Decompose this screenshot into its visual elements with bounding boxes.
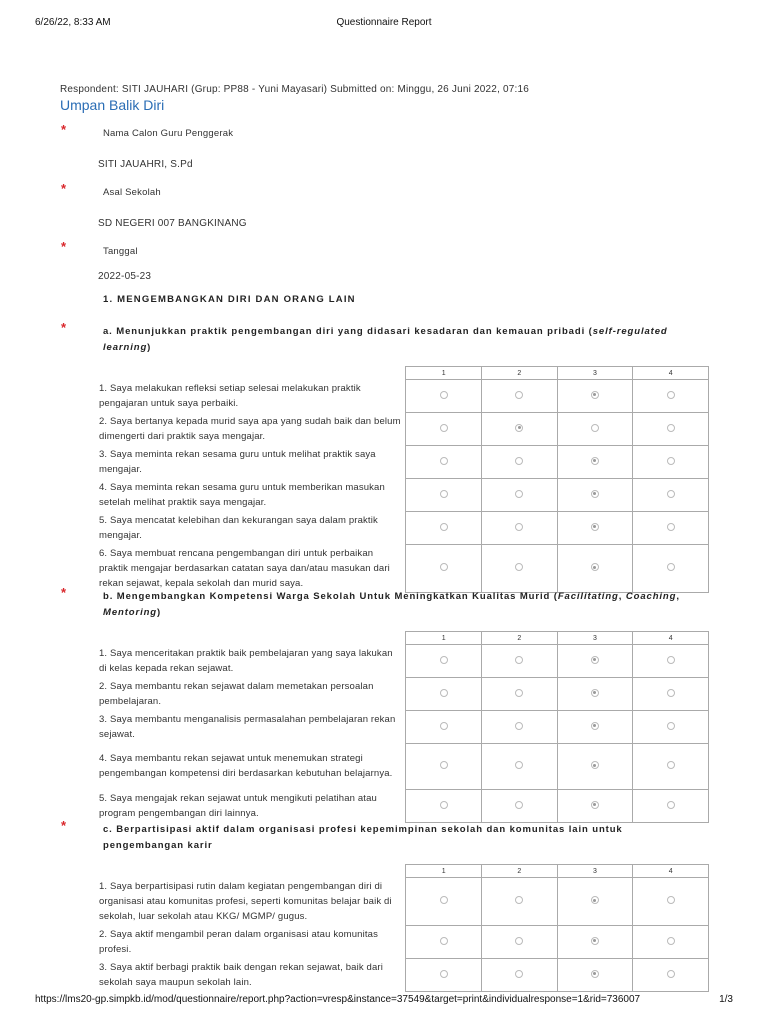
radio-option-4[interactable] [667, 424, 675, 432]
radio-option-2[interactable] [515, 391, 523, 399]
radio-cell [406, 711, 482, 744]
radio-cell [557, 413, 633, 446]
statement-text: 1. Saya menceritakan praktik baik pembelajaran yang saya lakukan di kelas kepada rekan sejawat. [99, 647, 393, 674]
radio-cell [557, 711, 633, 744]
statement-text: 2. Saya bertanya kepada murid saya apa yang sudah baik dan belum dimengerti dari praktik saya mengajar. [99, 415, 401, 442]
table-row [96, 446, 709, 479]
radio-option-3[interactable] [591, 490, 599, 498]
radio-option-4[interactable] [667, 391, 675, 399]
question-c: c. Berpartisipasi aktif dalam organisasi profesi kepemimpinan sekolah dan komunitas lain untuk pengembangan karir [103, 824, 623, 851]
grid-header-spacer [96, 865, 406, 878]
statement-text: 5. Saya mengajak rekan sejawat untuk mengikuti pelatihan atau program pengembangan diri lainnya. [99, 792, 377, 819]
radio-option-4[interactable] [667, 457, 675, 465]
radio-option-4[interactable] [667, 656, 675, 664]
radio-option-2[interactable] [515, 896, 523, 904]
scale-header-3: 3 [557, 367, 633, 380]
radio-cell [481, 678, 557, 711]
radio-option-3[interactable] [591, 970, 599, 978]
table-row [96, 545, 709, 593]
required-icon: * [61, 585, 67, 600]
required-icon: * [61, 181, 67, 196]
radio-cell [557, 479, 633, 512]
radio-cell [481, 545, 557, 593]
statement-text: 2. Saya membantu rekan sejawat dalam memetakan persoalan pembelajaran. [99, 680, 374, 707]
table-row [96, 479, 709, 512]
print-page-title: Questionnaire Report [336, 17, 432, 28]
radio-cell [481, 413, 557, 446]
radio-option-1[interactable] [440, 896, 448, 904]
radio-option-4[interactable] [667, 896, 675, 904]
radio-cell [557, 512, 633, 545]
radio-cell [557, 744, 633, 790]
grid-header-spacer [96, 632, 406, 645]
grid-header-spacer [96, 367, 406, 380]
question-b: b. Mengembangkan Kompetensi Warga Sekolah Untuk Meningkatkan Kualitas Murid (Facilitating, Coaching, Mentoring) [103, 591, 680, 618]
radio-cell [481, 711, 557, 744]
section-heading: 1. MENGEMBANGKAN DIRI DAN ORANG LAIN [103, 294, 356, 305]
radio-cell [406, 878, 482, 926]
radio-option-1[interactable] [440, 490, 448, 498]
radio-option-1[interactable] [440, 424, 448, 432]
table-row [96, 380, 709, 413]
required-icon: * [61, 239, 67, 254]
radio-option-4[interactable] [667, 761, 675, 769]
table-row [96, 413, 709, 446]
radio-cell [481, 479, 557, 512]
radio-option-3[interactable] [591, 523, 599, 531]
radio-option-3[interactable] [591, 722, 599, 730]
radio-cell [557, 380, 633, 413]
radio-cell [557, 878, 633, 926]
rating-grid-a [96, 366, 709, 593]
radio-option-3[interactable] [591, 563, 599, 571]
radio-option-1[interactable] [440, 523, 448, 531]
radio-cell [406, 678, 482, 711]
radio-option-2[interactable] [515, 937, 523, 945]
statement-text: 2. Saya aktif mengambil peran dalam organisasi atau komunitas profesi. [99, 928, 378, 955]
table-row [96, 878, 709, 926]
radio-cell [481, 744, 557, 790]
radio-option-3[interactable] [591, 656, 599, 664]
radio-option-1[interactable] [440, 689, 448, 697]
radio-option-3[interactable] [591, 761, 599, 769]
statement-text: 4. Saya meminta rekan sesama guru untuk memberikan masukan setelah melihat praktik saya mengajar. [99, 481, 385, 508]
radio-option-1[interactable] [440, 391, 448, 399]
table-row [96, 678, 709, 711]
scale-header-4: 4 [633, 367, 709, 380]
radio-cell [633, 959, 709, 992]
radio-cell [633, 380, 709, 413]
radio-option-2[interactable] [515, 563, 523, 571]
statement-text: 3. Saya meminta rekan sesama guru untuk melihat praktik saya mengajar. [99, 448, 376, 475]
radio-cell [633, 926, 709, 959]
radio-option-3[interactable] [591, 457, 599, 465]
radio-cell [481, 959, 557, 992]
statement-text: 1. Saya melakukan refleksi setiap selesai melakukan praktik pengajaran untuk saya perbaiki. [99, 382, 361, 409]
scale-header-2: 2 [481, 632, 557, 645]
field-label-sekolah: Asal Sekolah [103, 187, 161, 198]
radio-cell [557, 446, 633, 479]
radio-cell [633, 878, 709, 926]
page-title: Umpan Balik Diri [60, 97, 165, 113]
field-value-nama: SITI JAUAHRI, S.Pd [98, 159, 193, 170]
rating-grid-c [96, 864, 709, 992]
radio-option-4[interactable] [667, 970, 675, 978]
field-label-tanggal: Tanggal [103, 246, 138, 257]
radio-cell [406, 790, 482, 823]
statement-text: 3. Saya membantu menganalisis permasalahan pembelajaran rekan sejawat. [99, 713, 396, 740]
radio-option-1[interactable] [440, 937, 448, 945]
radio-cell [557, 959, 633, 992]
radio-option-2[interactable] [515, 656, 523, 664]
radio-option-1[interactable] [440, 656, 448, 664]
radio-cell [481, 380, 557, 413]
radio-option-4[interactable] [667, 563, 675, 571]
radio-cell [633, 479, 709, 512]
radio-cell [633, 744, 709, 790]
table-row [96, 645, 709, 678]
radio-option-1[interactable] [440, 722, 448, 730]
statement-text: 4. Saya membantu rekan sejawat untuk menemukan strategi pengembangan kompetensi diri berdasarkan kebutuhan belajarnya. [99, 753, 393, 779]
radio-cell [406, 446, 482, 479]
radio-cell [557, 645, 633, 678]
radio-option-3[interactable] [591, 937, 599, 945]
radio-option-4[interactable] [667, 801, 675, 809]
print-url: https://lms20-gp.simpkb.id/mod/questionnaire/report.php?action=vresp&instance=37549&target=print&individualresponse=1&rid=736007 [35, 994, 641, 1005]
radio-cell [633, 545, 709, 593]
radio-option-1[interactable] [440, 563, 448, 571]
scale-header-4: 4 [633, 865, 709, 878]
radio-option-2[interactable] [515, 761, 523, 769]
radio-option-2[interactable] [515, 722, 523, 730]
field-value-sekolah: SD NEGERI 007 BANGKINANG [98, 218, 247, 229]
radio-cell [557, 545, 633, 593]
radio-cell [481, 446, 557, 479]
radio-option-3[interactable] [591, 391, 599, 399]
radio-cell [406, 744, 482, 790]
radio-option-1[interactable] [440, 970, 448, 978]
radio-option-2[interactable] [515, 490, 523, 498]
radio-cell [633, 512, 709, 545]
question-a: a. Menunjukkan praktik pengembangan diri yang didasari kesadaran dan kemauan pribadi (self-regulated learning) [103, 326, 668, 353]
statement-text: 3. Saya aktif berbagi praktik baik dengan rekan sejawat, baik dari sekolah saya maupun sekolah lain. [99, 961, 383, 988]
required-icon: * [61, 320, 67, 335]
required-icon: * [61, 122, 67, 137]
radio-option-3[interactable] [591, 801, 599, 809]
table-row [96, 711, 709, 744]
radio-cell [406, 380, 482, 413]
radio-cell [557, 926, 633, 959]
radio-cell [481, 926, 557, 959]
radio-cell [557, 790, 633, 823]
radio-cell [633, 413, 709, 446]
radio-option-3[interactable] [591, 896, 599, 904]
radio-cell [481, 878, 557, 926]
field-label-nama: Nama Calon Guru Penggerak [103, 128, 234, 139]
field-value-tanggal: 2022-05-23 [98, 271, 152, 282]
radio-cell [481, 645, 557, 678]
radio-option-4[interactable] [667, 490, 675, 498]
radio-cell [406, 545, 482, 593]
respondent-line: Respondent: SITI JAUHARI (Grup: PP88 - Yuni Mayasari) Submitted on: Minggu, 26 Juni 2022, 07:16 [60, 84, 530, 95]
radio-cell [633, 790, 709, 823]
radio-cell [406, 512, 482, 545]
radio-option-1[interactable] [440, 457, 448, 465]
radio-cell [406, 479, 482, 512]
radio-option-2[interactable] [515, 457, 523, 465]
radio-option-2[interactable] [515, 523, 523, 531]
radio-cell [557, 678, 633, 711]
statement-text: 1. Saya berpartisipasi rutin dalam kegiatan pengembangan diri di organisasi atau komunitas profesi, seperti komunitas belajar baik di sekolah, luar sekolah atau KKG/ MGMP/ gugus. [99, 880, 392, 922]
radio-option-3[interactable] [591, 689, 599, 697]
radio-option-2[interactable] [515, 970, 523, 978]
radio-option-1[interactable] [440, 801, 448, 809]
scale-header-1: 1 [406, 367, 482, 380]
radio-cell [406, 926, 482, 959]
scale-header-2: 2 [481, 367, 557, 380]
radio-cell [481, 512, 557, 545]
radio-cell [481, 790, 557, 823]
table-row [96, 959, 709, 992]
radio-cell [406, 645, 482, 678]
scale-header-3: 3 [557, 632, 633, 645]
radio-option-4[interactable] [667, 722, 675, 730]
scale-header-3: 3 [557, 865, 633, 878]
radio-cell [633, 711, 709, 744]
radio-option-3[interactable] [591, 424, 599, 432]
radio-cell [406, 959, 482, 992]
radio-option-4[interactable] [667, 523, 675, 531]
radio-cell [406, 413, 482, 446]
table-row [96, 512, 709, 545]
scale-header-1: 1 [406, 865, 482, 878]
print-page-number: 1/3 [719, 994, 733, 1005]
scale-header-4: 4 [633, 632, 709, 645]
table-row [96, 790, 709, 823]
radio-cell [633, 645, 709, 678]
radio-cell [633, 446, 709, 479]
scale-header-1: 1 [406, 632, 482, 645]
table-row [96, 744, 709, 790]
radio-option-2[interactable] [515, 689, 523, 697]
scale-header-2: 2 [481, 865, 557, 878]
rating-grid-b [96, 631, 709, 823]
radio-option-4[interactable] [667, 937, 675, 945]
radio-option-1[interactable] [440, 761, 448, 769]
statement-text: 6. Saya membuat rencana pengembangan diri untuk perbaikan praktik mengajar berdasarkan catatan saya dan/atau masukan dari rekan sejawat, kepala sekolah dan murid saya. [99, 547, 390, 589]
required-icon: * [61, 818, 67, 833]
radio-option-2[interactable] [515, 801, 523, 809]
table-row [96, 926, 709, 959]
radio-option-2[interactable] [515, 424, 523, 432]
print-datetime: 6/26/22, 8:33 AM [35, 17, 111, 28]
statement-text: 5. Saya mencatat kelebihan dan kekurangan saya dalam praktik mengajar. [99, 514, 378, 541]
radio-cell [633, 678, 709, 711]
radio-option-4[interactable] [667, 689, 675, 697]
